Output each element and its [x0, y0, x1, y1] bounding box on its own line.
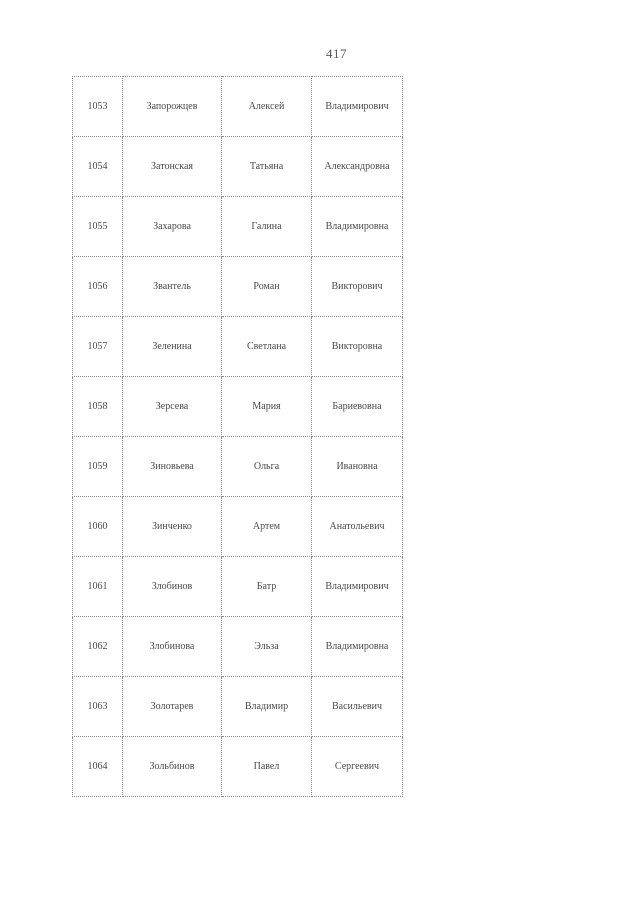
last-name-cell: Запорожцев [123, 77, 222, 137]
table-row [73, 137, 403, 197]
row-number-cell: 1053 [73, 77, 123, 137]
first-name-cell: Роман [222, 257, 312, 317]
table-row [73, 617, 403, 677]
patronymic-cell: Васильевич [312, 677, 403, 737]
row-number-cell: 1056 [73, 257, 123, 317]
row-number-cell: 1061 [73, 557, 123, 617]
patronymic-cell: Владимирович [312, 77, 403, 137]
patronymic-cell: Викторович [312, 257, 403, 317]
row-number-cell: 1055 [73, 197, 123, 257]
first-name-cell: Владимир [222, 677, 312, 737]
last-name-cell: Захарова [123, 197, 222, 257]
row-number-cell: 1057 [73, 317, 123, 377]
patronymic-cell: Александровна [312, 137, 403, 197]
patronymic-cell: Анатольевич [312, 497, 403, 557]
patronymic-cell: Бариевовна [312, 377, 403, 437]
row-number-cell: 1059 [73, 437, 123, 497]
first-name-cell: Батр [222, 557, 312, 617]
first-name-cell: Эльза [222, 617, 312, 677]
row-number-cell: 1060 [73, 497, 123, 557]
first-name-cell: Артем [222, 497, 312, 557]
registry-table [72, 76, 403, 797]
last-name-cell: Зольбинов [123, 737, 222, 797]
table-row [73, 737, 403, 797]
row-number-cell: 1058 [73, 377, 123, 437]
page-number: 417 [326, 46, 347, 61]
first-name-cell: Татьяна [222, 137, 312, 197]
patronymic-cell: Викторовна [312, 317, 403, 377]
last-name-cell: Зинченко [123, 497, 222, 557]
patronymic-cell: Сергеевич [312, 737, 403, 797]
table-row [73, 197, 403, 257]
last-name-cell: Зиновьева [123, 437, 222, 497]
table-row [73, 77, 403, 137]
first-name-cell: Светлана [222, 317, 312, 377]
first-name-cell: Мария [222, 377, 312, 437]
patronymic-cell: Ивановна [312, 437, 403, 497]
row-number-cell: 1064 [73, 737, 123, 797]
table-row [73, 257, 403, 317]
last-name-cell: Злобинова [123, 617, 222, 677]
last-name-cell: Затонская [123, 137, 222, 197]
first-name-cell: Галина [222, 197, 312, 257]
table-row [73, 557, 403, 617]
row-number-cell: 1054 [73, 137, 123, 197]
table-row [73, 497, 403, 557]
last-name-cell: Звантель [123, 257, 222, 317]
first-name-cell: Павел [222, 737, 312, 797]
registry-table-body [73, 77, 403, 797]
patronymic-cell: Владимировна [312, 617, 403, 677]
patronymic-cell: Владимировна [312, 197, 403, 257]
first-name-cell: Алексей [222, 77, 312, 137]
first-name-cell: Ольга [222, 437, 312, 497]
table-row [73, 377, 403, 437]
last-name-cell: Зерсева [123, 377, 222, 437]
last-name-cell: Золотарев [123, 677, 222, 737]
table-row [73, 437, 403, 497]
table-row [73, 677, 403, 737]
row-number-cell: 1062 [73, 617, 123, 677]
row-number-cell: 1063 [73, 677, 123, 737]
patronymic-cell: Владимирович [312, 557, 403, 617]
last-name-cell: Зеленина [123, 317, 222, 377]
table-row [73, 317, 403, 377]
last-name-cell: Злобинов [123, 557, 222, 617]
